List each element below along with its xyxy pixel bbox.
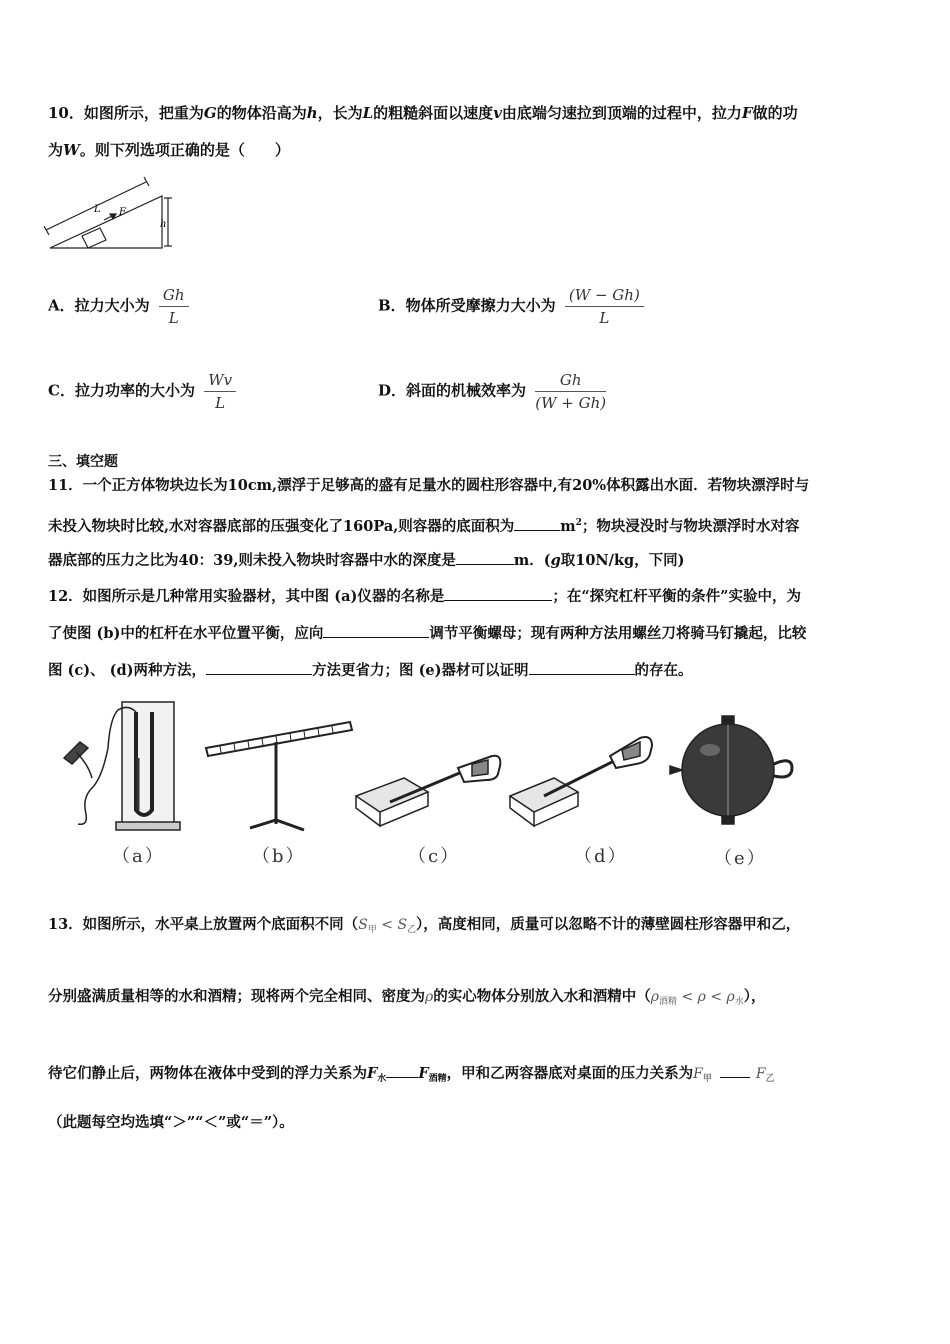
q10-incline-figure bbox=[44, 172, 184, 258]
q13-blank-2[interactable] bbox=[720, 1063, 750, 1078]
q12-blank-1[interactable] bbox=[444, 586, 552, 601]
section-title: 三、填空题 bbox=[48, 454, 118, 470]
q10-line2: 为W。则下列选项正确的是（ ） bbox=[48, 141, 290, 159]
option-b-fraction: $\frac{(W - Gh)}{L}$ bbox=[565, 286, 644, 327]
option-a-fraction: $\frac{Gh}{L}$ bbox=[159, 286, 189, 327]
q12-line1: 12．如图所示是几种常用实验器材，其中图 (a)仪器的名称是 ；在“探究杠杆平衡的条件”实验中，为 bbox=[48, 588, 802, 605]
label-h: h bbox=[160, 219, 167, 230]
caption-d: （d） bbox=[574, 846, 628, 867]
q12-figure-e-magdeburg-hemispheres bbox=[662, 706, 802, 836]
caption-e: （e） bbox=[714, 848, 767, 869]
q10-option-a[interactable]: A．拉力大小为 $\frac{Gh}{L}$ bbox=[48, 286, 189, 327]
q12-blank-3[interactable] bbox=[206, 660, 312, 675]
q12-figure-a-manometer bbox=[58, 698, 188, 836]
q12-figure-d-screwdriver bbox=[504, 730, 664, 834]
q13-line2: 分别盛满质量相等的水和酒精；现将两个完全相同、密度为ρ的实心物体分别放入水和酒精中$(\rho_{酒精} < \rho < \rho_水)$， bbox=[48, 988, 766, 1007]
q13-line4: （此题每空均选填“＞”“＜”或“＝”）。 bbox=[48, 1114, 294, 1131]
q10-line1: 10．如图所示，把重为G的物体沿高为h，长为L的粗糙斜面以速度v由底端匀速拉到顶端的过程中，拉力F做的功 bbox=[48, 104, 798, 122]
q13-line3: 待它们静止后，两物体在液体中受到的浮力关系为$F_水$ $F_{酒精}$，甲和乙两容器底对桌面的压力关系为$F_甲$ $F_乙$ bbox=[48, 1065, 775, 1084]
q12-line2: 了使图 (b)中的杠杆在水平位置平衡，应向 调节平衡螺母；现有两种方法用螺丝刀将骑马钉撬起，比较 bbox=[48, 625, 807, 642]
q13-blank-1[interactable] bbox=[386, 1063, 418, 1078]
q11-line2: 未投入物块时比较,水对容器底部的压强变化了160Pa,则容器的底面积为 $m^2$；物块浸没时与物块漂浮时水对容 bbox=[48, 518, 800, 535]
q10-option-d[interactable]: D．斜面的机械效率为 $\frac{Gh}{(W + Gh)}$ bbox=[378, 371, 607, 412]
caption-c: （c） bbox=[408, 846, 461, 867]
q12-blank-4[interactable] bbox=[529, 660, 635, 675]
label-L: L bbox=[94, 204, 101, 215]
q12-blank-2[interactable] bbox=[323, 623, 429, 638]
caption-a: （a） bbox=[112, 846, 165, 867]
q13-line1: 13．如图所示，水平桌上放置两个底面积不同$(S_甲 < S_乙)$，高度相同，质量可以忽略不计的薄壁圆柱形容器甲和乙， bbox=[48, 916, 801, 935]
q12-line3: 图 (c)、 (d)两种方法， 方法更省力；图 (e)器材可以证明 的存在。 bbox=[48, 662, 693, 679]
q10-option-c[interactable]: C．拉力功率的大小为 $\frac{Wv}{L}$ bbox=[48, 371, 236, 412]
rho-comparison: $\rho_{酒精} < \rho < \rho_水$ bbox=[650, 989, 744, 1007]
q11-line3: 器底部的压力之比为40：39,则未投入物块时容器中水的深度是 m．(g取10N/kg，下同) bbox=[48, 552, 685, 569]
q12-figure-b-lever bbox=[200, 708, 360, 836]
q10-option-b[interactable]: B．物体所受摩擦力大小为 $\frac{(W - Gh)}{L}$ bbox=[378, 286, 644, 327]
caption-b: （b） bbox=[252, 846, 306, 867]
option-c-fraction: $\frac{Wv}{L}$ bbox=[204, 371, 236, 412]
q11-blank-1[interactable] bbox=[514, 516, 560, 531]
q12-figure-c-screwdriver bbox=[350, 748, 510, 834]
q11-blank-2[interactable] bbox=[456, 550, 514, 565]
s-comparison: $S_甲 < S_乙$ bbox=[358, 917, 417, 935]
label-F: F bbox=[119, 207, 126, 218]
option-d-fraction: $\frac{Gh}{(W + Gh)}$ bbox=[535, 371, 607, 412]
q11-line1: 11．一个正方体物块边长为10cm,漂浮于足够高的盛有足量水的圆柱形容器中,有20%体积露出水面．若物块漂浮时与 bbox=[48, 477, 810, 494]
